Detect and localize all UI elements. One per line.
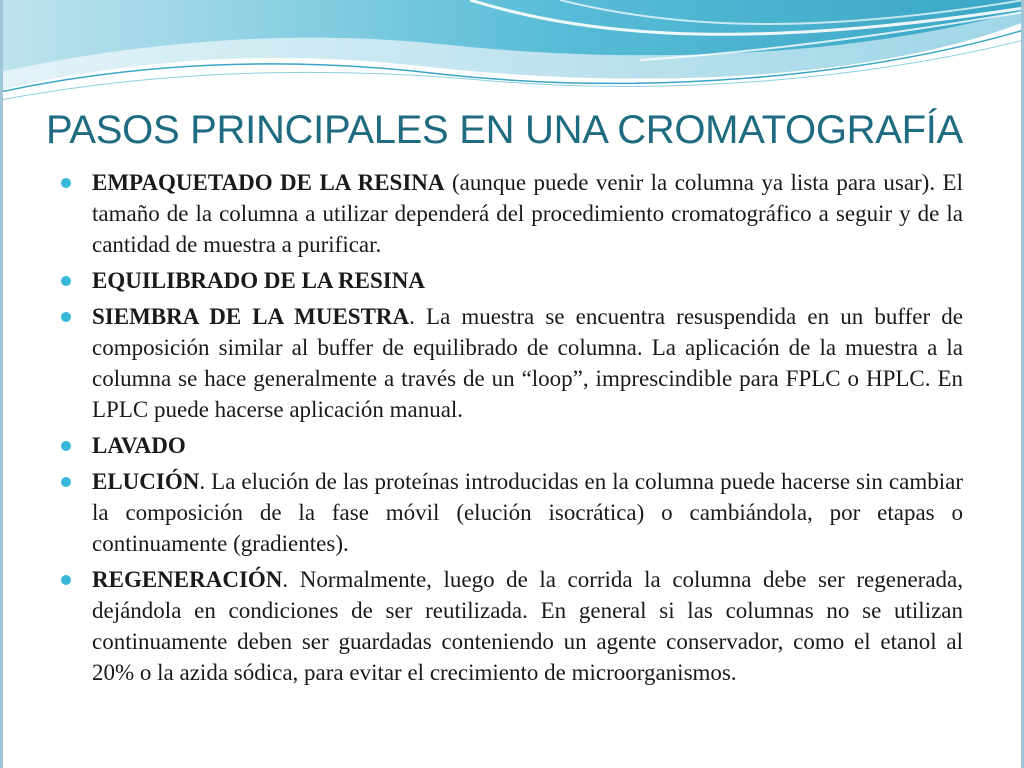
list-item — [60, 167, 963, 260]
item-text: . Normalmente, luego de la corrida la columna debe ser regenerada, dejándola en condiciones de ser reutilizada. En general si las columnas no se utilizan continuamente deben ser guardadas conteniendo un agente conservador, como el etanol al 20% o la azida sódica, para evitar el crecimiento de microorganismos. — [92, 567, 963, 685]
item-term: LAVADO — [92, 433, 186, 458]
list-item — [60, 265, 963, 296]
bullet-list — [60, 167, 963, 693]
list-item — [60, 301, 963, 425]
slide-title: PASOS PRINCIPALES EN UNA CROMATOGRAFÍA — [46, 108, 963, 152]
item-term: SIEMBRA DE LA MUESTRA — [92, 304, 410, 329]
wave-banner-decoration — [0, 0, 1024, 120]
item-text: . La elución de las proteínas introducidas en la columna puede hacerse sin cambiar la composición de la fase móvil (elución isocrática) o cambiándola, por etapas o continuamente (gradientes). — [92, 469, 963, 556]
bullet-dot-icon — [61, 312, 71, 322]
bullet-dot-icon — [61, 178, 71, 188]
item-term: EQUILIBRADO DE LA RESINA — [92, 268, 425, 293]
item-term: ELUCIÓN — [92, 469, 200, 494]
item-text: (aunque puede venir la columna ya lista para usar). El tamaño de la columna a utilizar dependerá del procedimiento cromatográfico a seguir y de la cantidad de muestra a purificar. — [92, 170, 963, 257]
list-item — [60, 564, 963, 688]
bullet-dot-icon — [61, 441, 71, 451]
item-term: EMPAQUETADO DE LA RESINA — [92, 170, 445, 195]
list-item — [60, 430, 963, 461]
bullet-dot-icon — [61, 276, 71, 286]
list-item — [60, 466, 963, 559]
item-text: . La muestra se encuentra resuspendida en un buffer de composición similar al buffer de equilibrado de columna. La aplicación de la muestra a la columna se hace generalmente a través de un “loop”, imprescindible para FPLC o HPLC. En LPLC puede hacerse aplicación manual. — [92, 304, 963, 422]
bullet-dot-icon — [61, 575, 71, 585]
bullet-dot-icon — [61, 477, 71, 487]
item-term: REGENERACIÓN — [92, 567, 283, 592]
